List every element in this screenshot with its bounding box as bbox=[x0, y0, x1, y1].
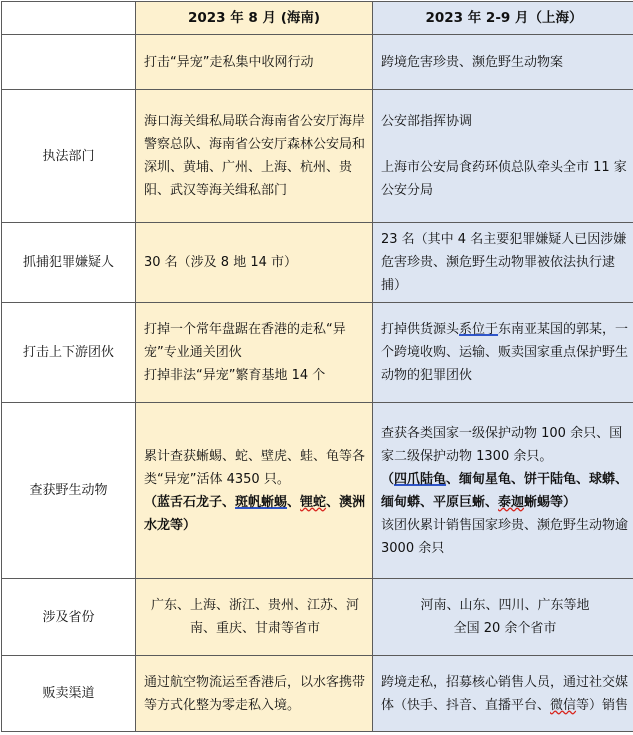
shanghai-provinces-cell bbox=[373, 594, 633, 640]
row-department bbox=[2, 90, 633, 223]
row-department-shanghai bbox=[373, 90, 633, 223]
shanghai-species-open: （ bbox=[381, 472, 394, 487]
hainan-species-underlined-1: 斑帆蜥蜴 bbox=[235, 495, 287, 510]
shanghai-gangs-post: 东南亚某国的郭某，一个跨境收购、运输、贩卖国家重点保护野生动物的犯罪团伙 bbox=[381, 322, 628, 383]
header-hainan: 2023 年 8 月 (海南) bbox=[136, 2, 373, 35]
row-provinces-hainan bbox=[136, 579, 373, 656]
shanghai-species-close: 蜥蜴等） bbox=[524, 495, 576, 510]
row-suspects-label: 抓捕犯罪嫌疑人 bbox=[2, 223, 136, 303]
hainan-channel-text: 通过航空物流运至香港后，以水客携带等方式化整为零走私入境。 bbox=[136, 671, 372, 717]
row-wildlife bbox=[2, 403, 633, 579]
row-department-hainan bbox=[136, 90, 373, 223]
row-channel-label: 贩卖渠道 bbox=[2, 656, 136, 732]
shanghai-species-underlined-1: 四爪陆龟 bbox=[394, 472, 446, 487]
row-gangs bbox=[2, 303, 633, 403]
shanghai-channel-text bbox=[373, 671, 633, 717]
hainan-action-text: 打击“异宠”走私集中收网行动 bbox=[136, 51, 372, 74]
hainan-species-close: 、澳洲水龙等） bbox=[144, 495, 365, 533]
row-channel-hainan bbox=[136, 656, 373, 732]
header-shanghai: 2023 年 2-9 月（上海） bbox=[373, 2, 633, 35]
shanghai-wildlife-species bbox=[381, 468, 629, 514]
shanghai-suspects-text: 23 名（其中 4 名主要犯罪嫌疑人已因涉嫌危害珍贵、濒危野生动物罪被依法执行逮捕） bbox=[373, 228, 633, 297]
hainan-species-underlined-2: 锂蛇 bbox=[300, 495, 326, 510]
row-wildlife-hainan bbox=[136, 403, 373, 579]
hainan-provinces-text: 广东、上海、浙江、贵州、江苏、河南、重庆、甘肃等省市 bbox=[136, 594, 372, 640]
shanghai-gangs-pre: 打掉供货源头 bbox=[381, 322, 459, 337]
hainan-species-mid: 、 bbox=[287, 495, 300, 510]
row-provinces-label: 涉及省份 bbox=[2, 579, 136, 656]
shanghai-department-line2: 上海市公安局食药环侦总队牵头全市 11 家公安分局 bbox=[381, 156, 629, 202]
shanghai-wildlife-sales: 该团伙累计销售国家珍贵、濒危野生动物逾 3000 余只 bbox=[381, 514, 629, 560]
row-channel-shanghai bbox=[373, 656, 633, 732]
row-suspects bbox=[2, 223, 633, 303]
shanghai-provinces-line2: 全国 20 余个省市 bbox=[381, 617, 629, 640]
row-provinces-shanghai bbox=[373, 579, 633, 656]
row-action-label bbox=[2, 35, 136, 90]
hainan-department-text: 海口海关缉私局联合海南省公安厅海岸警察总队、海南省公安厅森林公安局和深圳、黄埔、广州、上海、杭州、贵阳、武汉等海关缉私部门 bbox=[136, 110, 372, 202]
row-gangs-hainan bbox=[136, 303, 373, 403]
shanghai-provinces-line1: 河南、山东、四川、广东等地 bbox=[381, 594, 629, 617]
header-row bbox=[2, 2, 633, 35]
row-department-label: 执法部门 bbox=[2, 90, 136, 223]
shanghai-gangs-text bbox=[373, 318, 633, 387]
shanghai-channel-underlined: 微信 bbox=[550, 698, 576, 713]
row-action-hainan bbox=[136, 35, 373, 90]
hainan-species-open: （蓝舌石龙子、 bbox=[144, 495, 235, 510]
hainan-gangs-line2: 打掉非法“异宠”繁育基地 14 个 bbox=[144, 364, 366, 387]
row-suspects-shanghai bbox=[373, 223, 633, 303]
row-gangs-label: 打击上下游团伙 bbox=[2, 303, 136, 403]
shanghai-action-text: 跨境危害珍贵、濒危野生动物案 bbox=[373, 51, 633, 74]
row-gangs-shanghai bbox=[373, 303, 633, 403]
hainan-wildlife-cell bbox=[136, 445, 372, 537]
row-wildlife-label: 查获野生动物 bbox=[2, 403, 136, 579]
shanghai-species-underlined-2: 泰迦 bbox=[498, 495, 524, 510]
shanghai-channel-post: 等）销售 bbox=[576, 698, 628, 713]
hainan-wildlife-main: 累计查获蜥蜴、蛇、壁虎、蛙、龟等各类“异宠”活体 4350 只。 bbox=[144, 445, 366, 491]
hainan-gangs-line1: 打掉一个常年盘踞在香港的走私“异宠”专业通关团伙 bbox=[144, 318, 366, 364]
shanghai-channel-pre: 跨境走私，招募核心销售人员，通过社交媒体（快手、抖音、直播平台、 bbox=[381, 675, 628, 713]
row-action bbox=[2, 35, 633, 90]
row-action-shanghai bbox=[373, 35, 633, 90]
row-provinces bbox=[2, 579, 633, 656]
shanghai-wildlife-main: 查获各类国家一级保护动物 100 余只、国家二级保护动物 1300 余只。 bbox=[381, 422, 629, 468]
shanghai-department-line1: 公安部指挥协调 bbox=[381, 110, 629, 133]
hainan-gangs-cell bbox=[136, 318, 372, 387]
header-empty-cell bbox=[2, 2, 136, 35]
shanghai-gangs-underlined: 系位于 bbox=[459, 322, 498, 337]
row-wildlife-shanghai bbox=[373, 403, 633, 579]
row-suspects-hainan bbox=[136, 223, 373, 303]
hainan-wildlife-species bbox=[144, 491, 366, 537]
shanghai-department-gap bbox=[381, 133, 629, 156]
shanghai-wildlife-cell bbox=[373, 422, 633, 560]
shanghai-department-cell bbox=[373, 110, 633, 202]
comparison-table bbox=[1, 1, 633, 732]
shanghai-species-mid: 、缅甸星龟、饼干陆龟、球蟒、缅甸蟒、平原巨蜥、 bbox=[381, 472, 628, 510]
hainan-suspects-text: 30 名（涉及 8 地 14 市） bbox=[136, 251, 372, 274]
row-channel bbox=[2, 656, 633, 732]
